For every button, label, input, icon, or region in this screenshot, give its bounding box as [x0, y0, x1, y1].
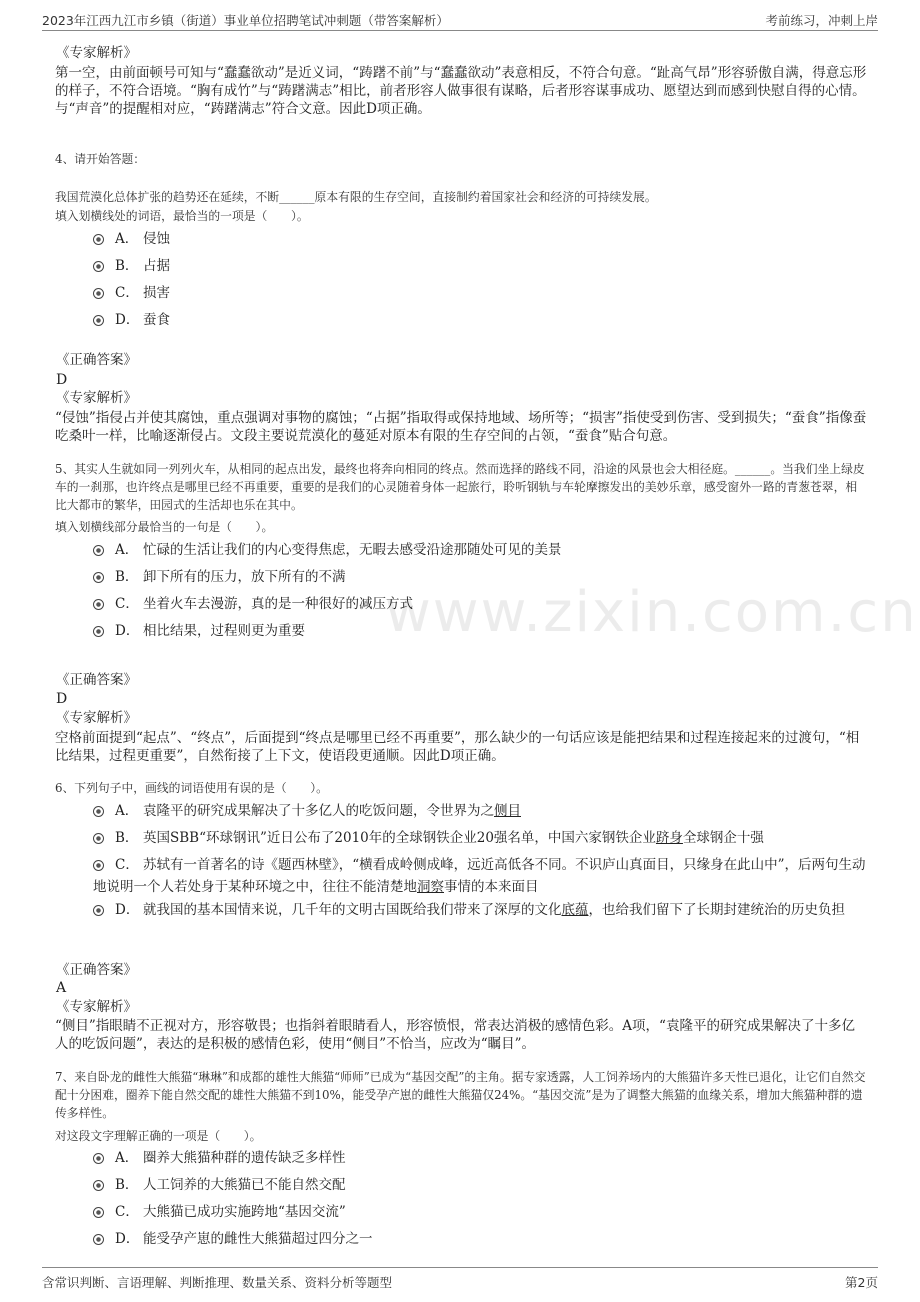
option-key: D． — [115, 902, 140, 918]
option-key: C． — [115, 857, 139, 873]
underlined-word: 洞察 — [417, 879, 444, 895]
expert-analysis-text: “侵蚀”指侵占并使其腐蚀，重点强调对事物的腐蚀；“占据”指取得或保持地域、场所等；“损害”指使受到伤害、受到损失；“蚕食”指像蚕吃桑叶一样，比喻逐渐侵占。文段主要说荒漠化的蔓延对原本有限的生存空间的占领，“蚕食”贴合句意。 — [55, 410, 867, 444]
correct-answer-label: 《正确答案》 — [56, 962, 137, 978]
expert-analysis-label: 《专家解析》 — [56, 390, 137, 406]
option-text: 人工饲养的大熊猫已不能自然交配 — [143, 1177, 346, 1193]
option-key: A． — [115, 231, 139, 247]
radio-icon[interactable] — [93, 860, 104, 871]
radio-icon[interactable] — [93, 288, 104, 299]
header-slogan: 考前练习，冲刺上岸 — [765, 13, 878, 28]
option-key: A． — [115, 542, 139, 558]
option-c[interactable] — [93, 854, 873, 898]
option-key: A． — [115, 1150, 139, 1166]
option-key: B． — [115, 1177, 139, 1193]
radio-icon[interactable] — [93, 234, 104, 245]
option-key: D． — [115, 1231, 140, 1247]
correct-answer: D — [56, 691, 68, 707]
footer-description: 含常识判断、言语理解、判断推理、数量关系、资料分析等题型 — [42, 1275, 393, 1290]
question-prompt: 4、请开始答题： — [55, 152, 146, 166]
page-number: 第2页 — [845, 1275, 878, 1290]
option-key: D． — [115, 623, 140, 639]
option-text: 侵蚀 — [143, 231, 170, 247]
option-d[interactable] — [93, 899, 873, 921]
option-text: 圈养大熊猫种群的遗传缺乏多样性 — [143, 1150, 346, 1166]
page-header — [42, 8, 878, 31]
question-instruction: 填入划横线部分最恰当的一句是（ ）。 — [55, 520, 274, 534]
correct-answer: A — [56, 980, 67, 996]
option-key: C． — [115, 1204, 139, 1220]
underlined-word: 跻身 — [655, 830, 683, 846]
radio-icon[interactable] — [93, 315, 104, 326]
option-text: 袁隆平的研究成果解决了十多亿人的吃饭问题，令世界为之侧目 — [143, 803, 521, 819]
radio-icon[interactable] — [93, 261, 104, 272]
option-text: 能受孕产崽的雌性大熊猫超过四分之一 — [143, 1231, 373, 1247]
option-key: C． — [115, 285, 139, 301]
expert-analysis-label: 《专家解析》 — [56, 999, 137, 1015]
watermark: www.zixin.com.cn — [385, 580, 918, 645]
correct-answer: D — [56, 372, 68, 388]
correct-answer-label: 《正确答案》 — [56, 672, 137, 688]
radio-icon[interactable] — [93, 905, 104, 916]
option-text: 相比结果，过程则更为重要 — [143, 623, 305, 639]
radio-icon[interactable] — [93, 572, 104, 583]
underlined-word: 底蕴 — [561, 902, 589, 918]
option-text: 英国SBB“环球钢讯”近日公布了2010年的全球钢铁企业20强名单，中国六家钢铁企业跻身全球钢企十强 — [143, 830, 764, 846]
option-text: 蚕食 — [143, 312, 170, 328]
option-text: 大熊猫已成功实施跨地“基因交流” — [143, 1204, 346, 1220]
radio-icon[interactable] — [93, 1153, 104, 1164]
option-text: 损害 — [143, 285, 170, 301]
option-key: A． — [115, 803, 139, 819]
question-instruction: 对这段文字理解正确的一项是（ ）。 — [55, 1129, 262, 1143]
expert-analysis-label: 《专家解析》 — [56, 45, 137, 61]
question-instruction: 填入划横线处的词语，最恰当的一项是（ ）。 — [55, 209, 309, 223]
radio-icon[interactable] — [93, 626, 104, 637]
radio-icon[interactable] — [93, 833, 104, 844]
radio-icon[interactable] — [93, 545, 104, 556]
radio-icon[interactable] — [93, 1207, 104, 1218]
expert-analysis-text: “侧目”指眼睛不正视对方，形容敬畏；也指斜着眼睛看人，形容愤恨，常表达消极的感情色彩。A项，“袁隆平的研究成果解决了十多亿人的吃饭问题”，表达的是积极的感情色彩，使用“侧目”不恰当，应改为“瞩目”。 — [55, 1018, 855, 1052]
underlined-word: 侧目 — [494, 803, 521, 819]
expert-analysis-text: 第一空，由前面顿号可知与“蠢蠢欲动”是近义词，“踌躇不前”与“蠢蠢欲动”表意相反，不符合句意。“趾高气昂”形容骄傲自满，得意忘形的样子，不符合语境。“胸有成竹”与“踌躇满志”相比，前者形容人做事很有谋略，后者形容谋事成功、愿望达到而感到快慰自得的心情。与“声音”的提醒相对应，“踌躇满志”符合文意。因此D项正确。 — [55, 65, 867, 117]
option-text: 卸下所有的压力，放下所有的不满 — [143, 569, 346, 585]
expert-analysis-label: 《专家解析》 — [56, 710, 137, 726]
question-stem: 5、其实人生就如同一列列火车，从相同的起点出发，最终也将奔向相同的终点。然而选择的路线不同，沿途的风景也会大相径庭。______。当我们坐上绿皮车的一刹那，也许终点是哪里已经不再重要，重要的是我们的心灵随着身体一起旅行，聆听钢轨与车轮摩擦发出的美妙乐章，感受窗外一路的青葱苍翠，相比大都市的繁华，田园式的生活却也乐在其中。 — [55, 462, 865, 512]
radio-icon[interactable] — [93, 1180, 104, 1191]
option-text: 坐着火车去漫游，真的是一种很好的减压方式 — [143, 596, 413, 612]
option-key: D． — [115, 312, 140, 328]
option-text: 就我国的基本国情来说，几千年的文明古国既给我们带来了深厚的文化底蕴，也给我们留下了长期封建统治的历史负担 — [143, 902, 845, 918]
page-footer — [42, 1267, 878, 1294]
option-text: 苏轼有一首著名的诗《题西林壁》，“横看成岭侧成峰，远近高低各不同。不识庐山真面目，只缘身在此山中”，后两句生动地说明一个人若处身于某种环境之中，往往不能清楚地洞察事情的本来面目 — [93, 857, 866, 895]
option-text: 占据 — [143, 258, 170, 274]
radio-icon[interactable] — [93, 806, 104, 817]
expert-analysis-text: 空格前面提到“起点”、“终点”，后面提到“终点是哪里已经不再重要”，那么缺少的一句话应该是能把结果和过程连接起来的过渡句，“相比结果，过程更重要”，自然衔接了上下文，使语段更通顺。因此D项正确。 — [55, 730, 860, 764]
option-key: B． — [115, 830, 139, 846]
document-title: 2023年江西九江市乡镇（街道）事业单位招聘笔试冲刺题（带答案解析） — [42, 13, 449, 28]
option-key: B． — [115, 569, 139, 585]
radio-icon[interactable] — [93, 1234, 104, 1245]
option-key: C． — [115, 596, 139, 612]
question-stem: 6、下列句子中，画线的词语使用有误的是（ ）。 — [55, 781, 328, 795]
correct-answer-label: 《正确答案》 — [56, 352, 137, 368]
option-key: B． — [115, 258, 139, 274]
question-stem: 我国荒漠化总体扩张的趋势还在延续，不断______原本有限的生存空间，直接制约着国家社会和经济的可持续发展。 — [55, 190, 657, 204]
radio-icon[interactable] — [93, 599, 104, 610]
option-text: 忙碌的生活让我们的内心变得焦虑，无暇去感受沿途那随处可见的美景 — [143, 542, 562, 558]
question-stem: 7、来自卧龙的雌性大熊猫“琳琳”和成都的雄性大熊猫“师师”已成为“基因交配”的主角。据专家透露，人工饲养场内的大熊猫许多天性已退化，让它们自然交配十分困难，圈养下能自然交配的雄性大熊猫不到10%，能受孕产崽的雌性大熊猫仅24%。“基因交流”是为了调整大熊猫的血缘关系，增加大熊猫种群的遗传多样性。 — [55, 1070, 866, 1120]
